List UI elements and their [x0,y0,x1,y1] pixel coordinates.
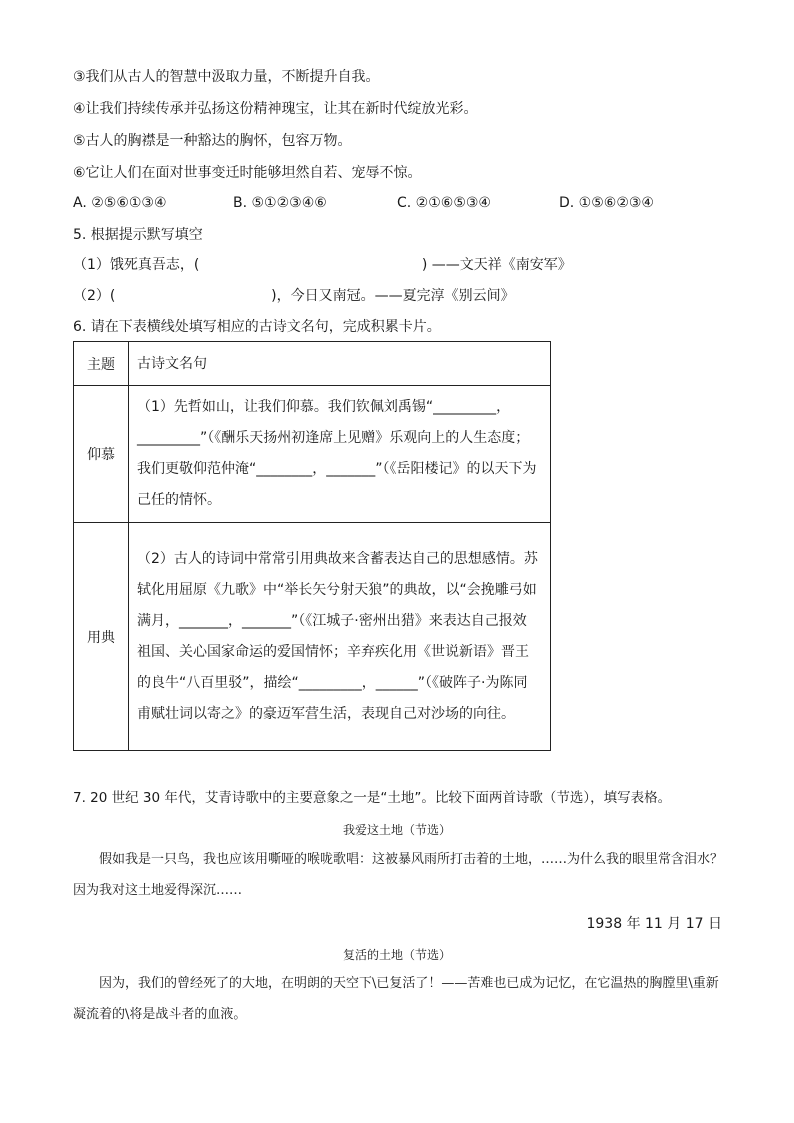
row-theme-admire: 仰慕 [74,386,129,523]
q4-option-d[interactable]: D. ①⑤⑥②③④ [559,195,654,211]
poem-2-body: 因为，我们的曾经死了的大地，在明朗的天空下\已复活了！——苦难也已成为记忆，在它温热的胸膛里\重新凝流着的\将是战斗者的血液。 [73,976,719,1022]
q4-option-c[interactable]: C. ②①⑥⑤③④ [397,195,491,211]
q4-item-5: ⑤古人的胸襟是一种豁达的胸怀，包容万物。 [73,133,352,149]
table-row [74,386,551,523]
header-content: 古诗文名句 [129,342,551,386]
q4-item-3: ③我们从古人的智慧中汲取力量，不断提升自我。 [73,69,380,85]
q5-line-1: （1）饿死真吾志，( ) ——文天祥《南安军》 [73,257,572,273]
q5-line-2: （2）( )，今日又南冠。——夏完淳《别云间》 [73,288,515,304]
row-theme-allusion: 用典 [74,523,129,751]
q5-title: 5. 根据提示默写填空 [73,227,203,243]
poem-1-title: 我爱这土地（节选） [342,823,451,837]
table-header-row [74,342,551,386]
row-content-allusion[interactable]: （2）古人的诗词中常常引用典故来含蓄表达自己的思想感情。苏轼化用屈原《九歌》中“举长矢兮射天狼”的典故，以“会挽雕弓如满月，_______，_______”（《江城子·密州出猎》来表达自己报效祖国、关心国家命运的爱国情怀；辛弃疾化用《世说新语》晋王的良牛“八百里驳”，描绘“_________，______”（《破阵子·为陈同甫赋壮词以寄之》的豪迈军营生活，表现自己对沙场的向往。 [129,523,551,751]
poem-1-body: 假如我是一只鸟，我也应该用嘶哑的喉咙歌唱：这被暴风雨所打击着的土地，……为什么我的眼里常含泪水？因为我对这土地爱得深沉…… [73,852,724,898]
poem-1-date: 1938 年 11 月 17 日 [586,916,722,932]
accumulation-card-table [73,341,551,751]
table-row [74,523,551,751]
q4-option-b[interactable]: B. ⑤①②③④⑥ [233,195,327,211]
q4-item-4: ④让我们持续传承并弘扬这份精神瑰宝，让其在新时代绽放光彩。 [73,101,478,117]
q7-title: 7. 20 世纪 30 年代，艾青诗歌中的主要意象之一是“土地”。比较下面两首诗歌（节选），填写表格。 [73,790,672,806]
header-theme: 主题 [74,342,129,386]
q4-option-a[interactable]: A. ②⑤⑥①③④ [73,195,167,211]
poem-2-title: 复活的土地（节选） [342,948,451,962]
q6-title: 6. 请在下表横线处填写相应的古诗文名句，完成积累卡片。 [73,319,441,335]
row-content-admire[interactable]: （1）先哲如山，让我们仰慕。我们钦佩刘禹锡“_________，_________”（《酬乐天扬州初逢席上见赠》乐观向上的人生态度；我们更敬仰范仲淹“________，_______”（《岳阳楼记》的以天下为己任的情怀。 [129,386,551,523]
q4-item-6: ⑥它让人们在面对世事变迁时能够坦然自若、宠辱不惊。 [73,165,422,181]
